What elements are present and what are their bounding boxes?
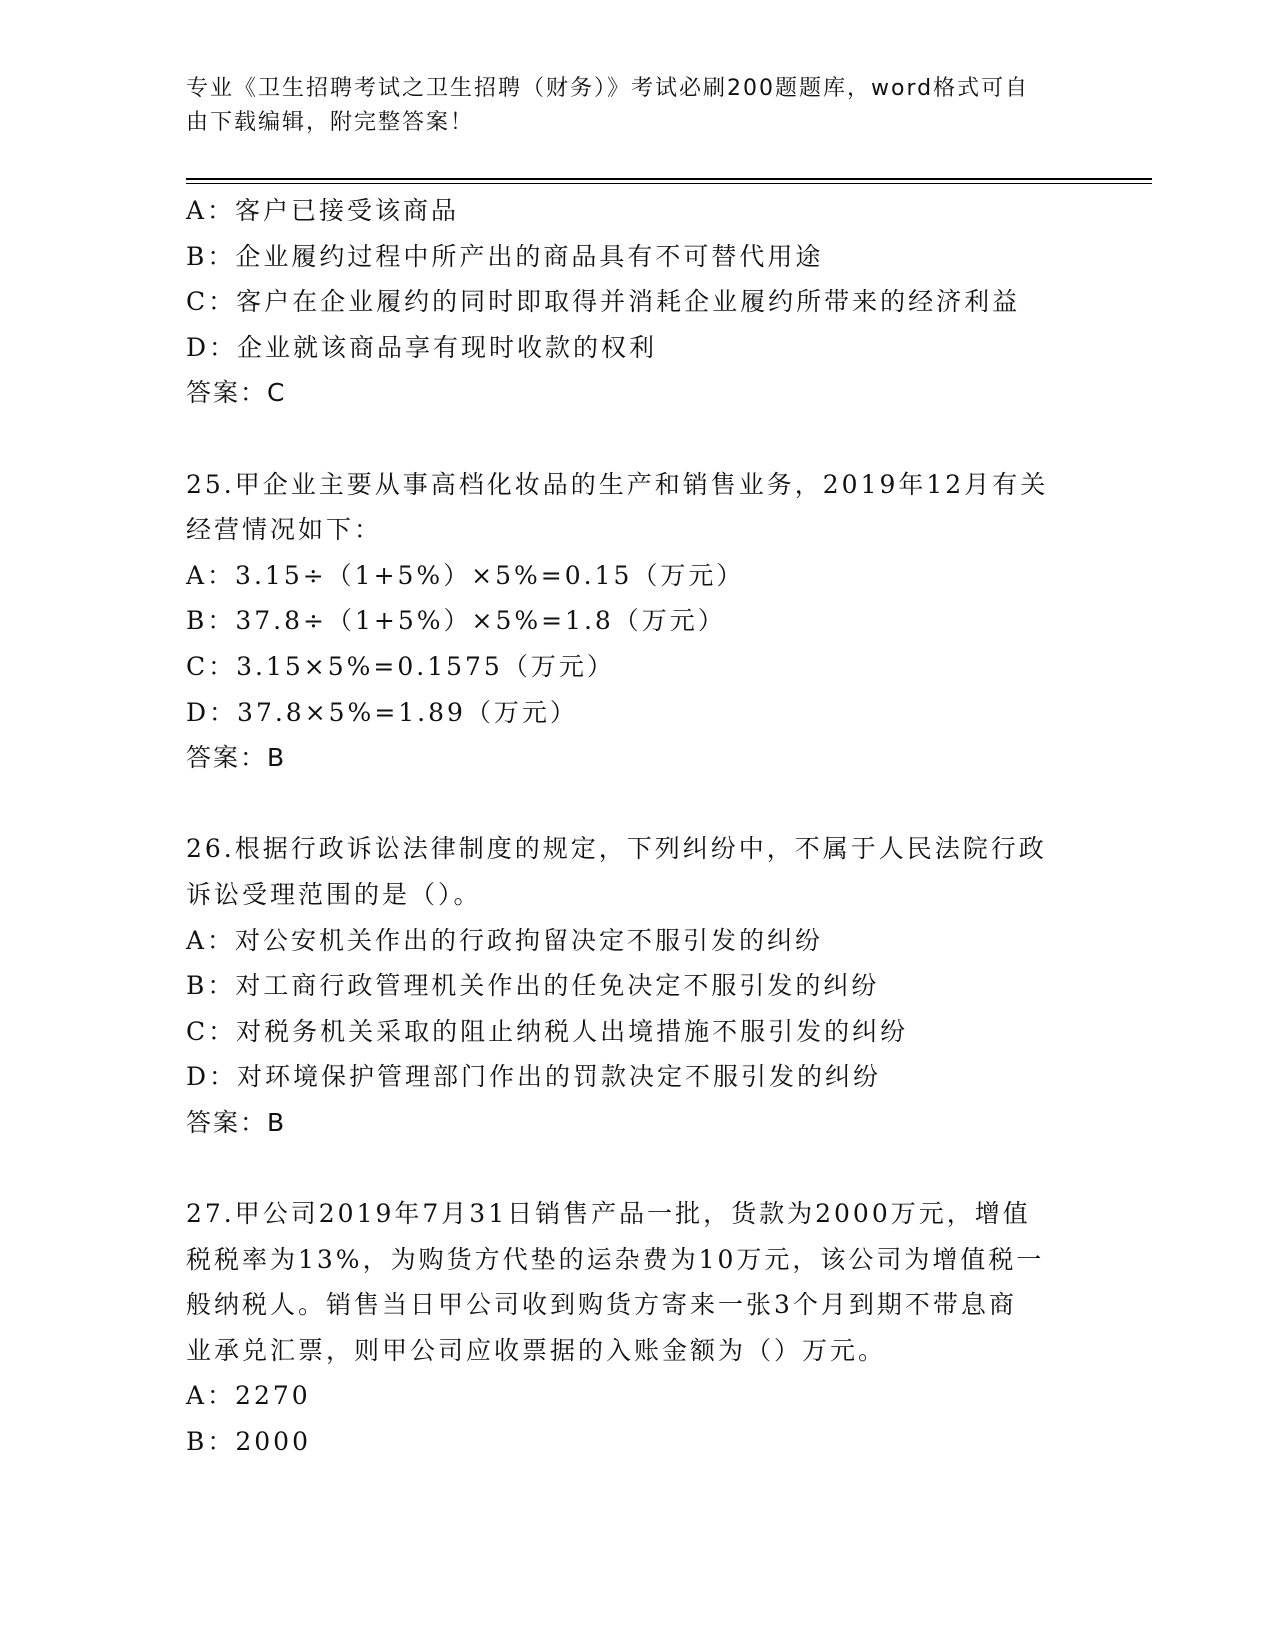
header-rule-thick bbox=[186, 178, 1152, 180]
header-rule-thin bbox=[186, 183, 1152, 184]
option-c: C：3.15×5%=0.1575（万元） bbox=[186, 651, 615, 681]
option-d: D：企业就该商品享有现时收款的权利 bbox=[186, 332, 658, 362]
question-stem-line: 诉讼受理范围的是（）。 bbox=[186, 879, 482, 909]
option-a: A：对公安机关作出的行政拘留决定不服引发的纠纷 bbox=[186, 925, 824, 955]
question-26 bbox=[186, 826, 1106, 1145]
header-line-1: 专业《卫生招聘考试之卫生招聘（财务）》考试必刷200题题库，word格式可自 bbox=[186, 76, 1030, 101]
header-line-2: 由下载编辑，附完整答案！ bbox=[186, 110, 475, 135]
option-b: B：企业履约过程中所产出的商品具有不可替代用途 bbox=[186, 241, 824, 271]
option-b: B：37.8÷（1+5%）×5%=1.8（万元） bbox=[186, 606, 726, 636]
answer: 答案：C bbox=[186, 378, 287, 408]
answer: 答案：B bbox=[186, 743, 287, 773]
question-25 bbox=[186, 462, 1106, 781]
question-27 bbox=[186, 1191, 1106, 1465]
question-stem-line: 业承兑汇票，则甲公司应收票据的入账金额为（）万元。 bbox=[186, 1335, 887, 1365]
document-header bbox=[186, 72, 1066, 140]
option-c: C：客户在企业履约的同时即取得并消耗企业履约所带来的经济利益 bbox=[186, 287, 1021, 317]
question-stem-line: 26.根据行政诉讼法律制度的规定，下列纠纷中，不属于人民法院行政 bbox=[186, 834, 1047, 864]
question-stem-line: 27.甲公司2019年7月31日销售产品一批，货款为2000万元，增值 bbox=[186, 1199, 1031, 1229]
option-a: A：客户已接受该商品 bbox=[186, 196, 460, 225]
option-b: B：2000 bbox=[186, 1427, 311, 1457]
question-stem-line: 25.甲企业主要从事高档化妆品的生产和销售业务，2019年12月有关 bbox=[186, 469, 1049, 499]
option-a: A：3.15÷（1+5%）×5%=0.15（万元） bbox=[186, 560, 745, 590]
option-b: B：对工商行政管理机关作出的任免决定不服引发的纠纷 bbox=[186, 971, 880, 1001]
option-c: C：对税务机关采取的阻止纳税人出境措施不服引发的纠纷 bbox=[186, 1016, 909, 1046]
answer: 答案：B bbox=[186, 1107, 287, 1137]
question-stem-line: 般纳税人。销售当日甲公司收到购货方寄来一张3个月到期不带息商 bbox=[186, 1290, 1017, 1320]
option-d: D：对环境保护管理部门作出的罚款决定不服引发的纠纷 bbox=[186, 1062, 882, 1092]
option-d: D：37.8×5%=1.89（万元） bbox=[186, 697, 578, 727]
question-24 bbox=[186, 188, 1106, 416]
question-stem-line: 税税率为13%，为购货方代垫的运杂费为10万元，该公司为增值税一 bbox=[186, 1244, 1045, 1274]
option-a: A：2270 bbox=[186, 1381, 311, 1411]
question-content bbox=[186, 188, 1106, 1465]
question-stem-line: 经营情况如下： bbox=[186, 515, 383, 545]
